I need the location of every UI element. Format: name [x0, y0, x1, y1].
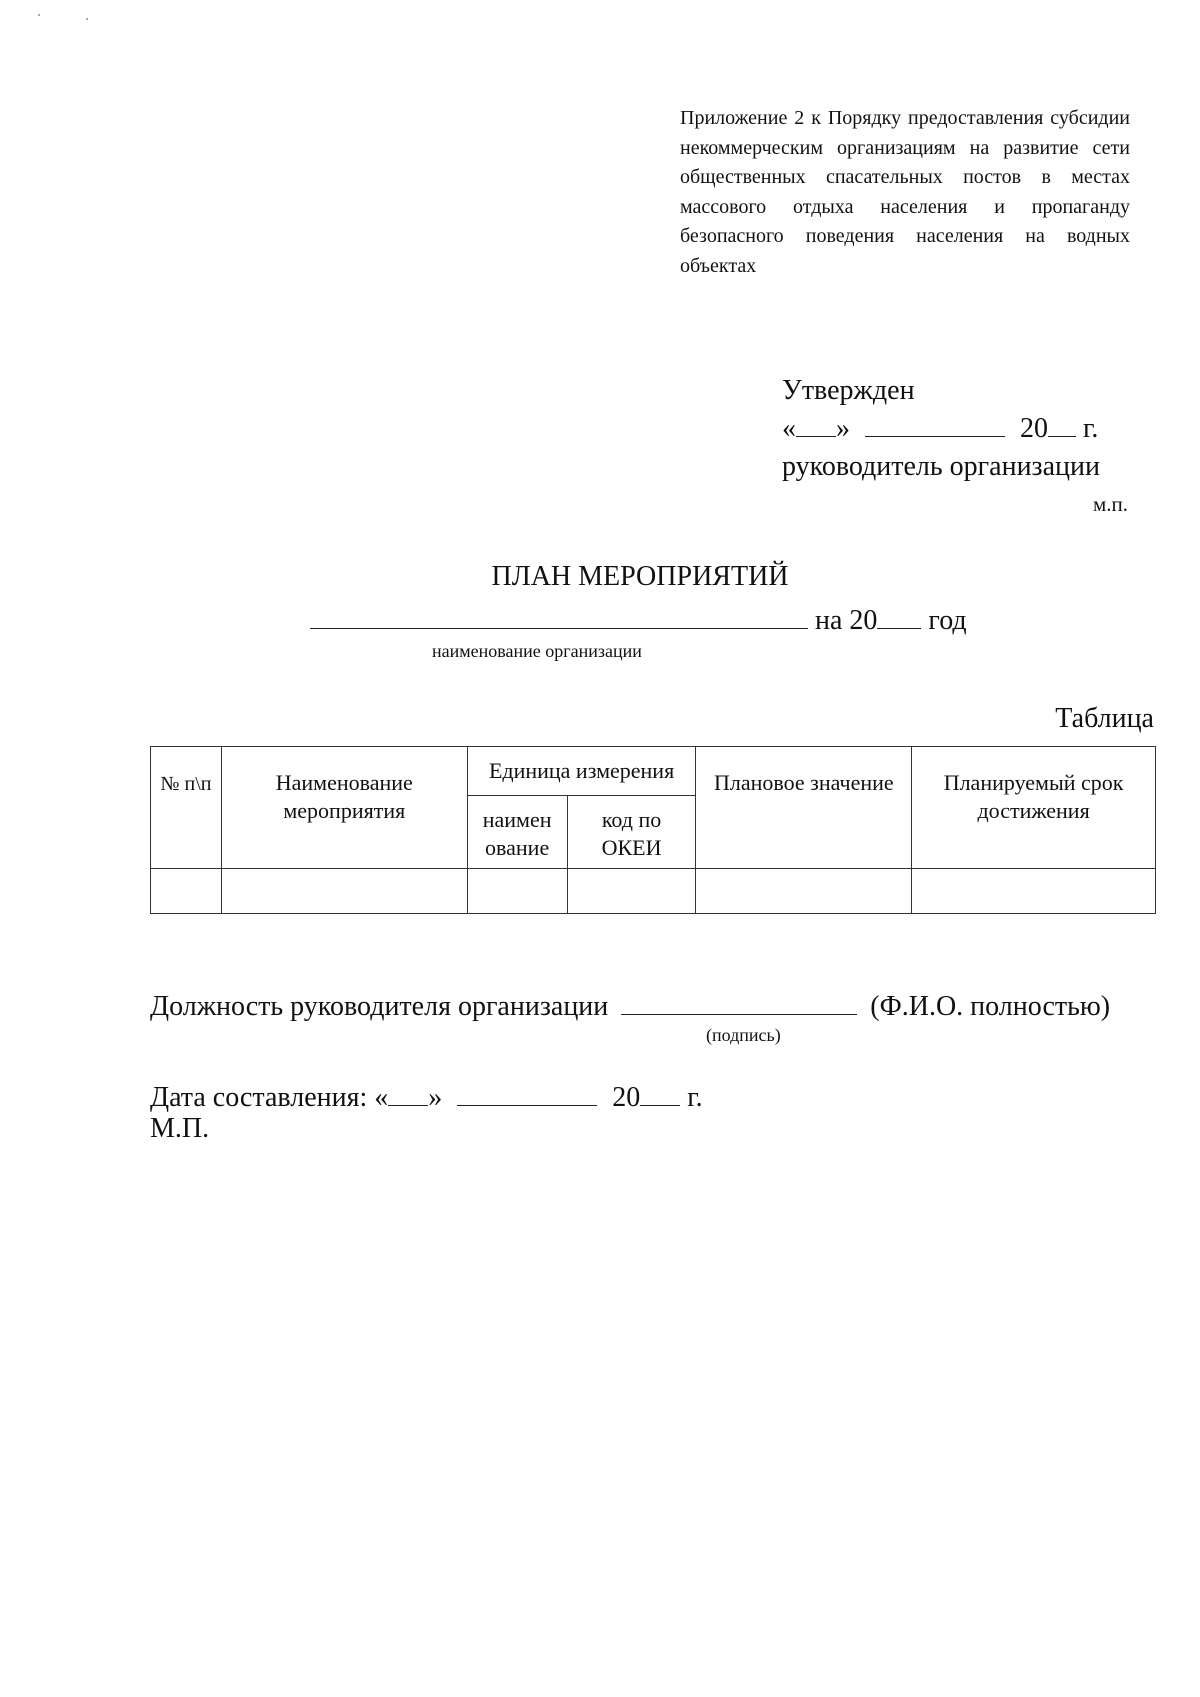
org-name-row [310, 600, 967, 638]
table-label: Таблица [1055, 703, 1154, 734]
name-label: (Ф.И.О. полностью) [870, 991, 1111, 1022]
org-name-caption: наименование организации [432, 641, 642, 661]
signature-row [150, 987, 1110, 1024]
date-month-blank [457, 1079, 597, 1106]
signature-caption: (подпись) [706, 1025, 781, 1045]
plan-title: ПЛАН МЕРОПРИЯТИЙ [491, 561, 789, 592]
header-planned-value: Плановое значение [696, 747, 912, 869]
approval-open-quote: « [782, 413, 796, 444]
approval-month-blank [865, 410, 1005, 437]
header-number: № п\п [151, 747, 222, 869]
approval-year-prefix: 20 [1020, 413, 1048, 444]
date-year-suffix: г. [687, 1082, 703, 1113]
approval-date-line [782, 410, 1142, 448]
plan-table [150, 746, 1156, 914]
date-year-prefix: 20 [612, 1082, 641, 1113]
date-stamp: М.П. [150, 1113, 210, 1144]
approval-role: руководитель организации [782, 451, 1100, 482]
scan-speck [86, 18, 88, 20]
position-label: Должность руководителя организации [150, 991, 609, 1022]
scan-speck [38, 14, 40, 16]
table-row [151, 869, 1156, 914]
date-row [150, 1079, 703, 1115]
date-label: Дата составления: « [150, 1082, 389, 1113]
table-cell[interactable] [467, 869, 567, 914]
header-event-name: Наименование мероприятия [221, 747, 467, 869]
plan-year-prefix: на 20 [815, 605, 878, 636]
signature-blank [621, 987, 857, 1015]
table-header-row [151, 747, 1156, 796]
header-unit-code: код по ОКЕИ [567, 796, 696, 869]
header-unit-name: наимен ование [467, 796, 567, 869]
approval-block [782, 372, 1142, 486]
header-unit-group: Единица измерения [467, 747, 696, 796]
date-year-blank [640, 1079, 680, 1106]
approval-close-quote: » [836, 413, 850, 444]
date-day-blank [388, 1079, 428, 1106]
table-cell[interactable] [696, 869, 912, 914]
approval-title: Утвержден [782, 375, 915, 406]
table-cell[interactable] [151, 869, 222, 914]
approval-stamp: м.п. [1092, 492, 1128, 516]
approval-day-blank [796, 410, 836, 437]
plan-year-blank [877, 602, 921, 629]
approval-year-suffix: г. [1083, 413, 1099, 444]
approval-year-blank [1048, 410, 1076, 437]
table-cell[interactable] [567, 869, 696, 914]
table-cell[interactable] [912, 869, 1156, 914]
plan-year-suffix: год [928, 605, 967, 636]
org-name-blank [310, 600, 808, 629]
table-cell[interactable] [221, 869, 467, 914]
annex-note: Приложение 2 к Порядку предоставления субсидии некоммерческим организациям на развитие сети общественных спасательных постов в местах массового отдыха населения и пропаганду безопасного поведения населения на водных объектах [680, 107, 1130, 277]
header-planned-deadline: Планируемый срок достижения [912, 747, 1156, 869]
date-close-quote: » [428, 1082, 443, 1113]
